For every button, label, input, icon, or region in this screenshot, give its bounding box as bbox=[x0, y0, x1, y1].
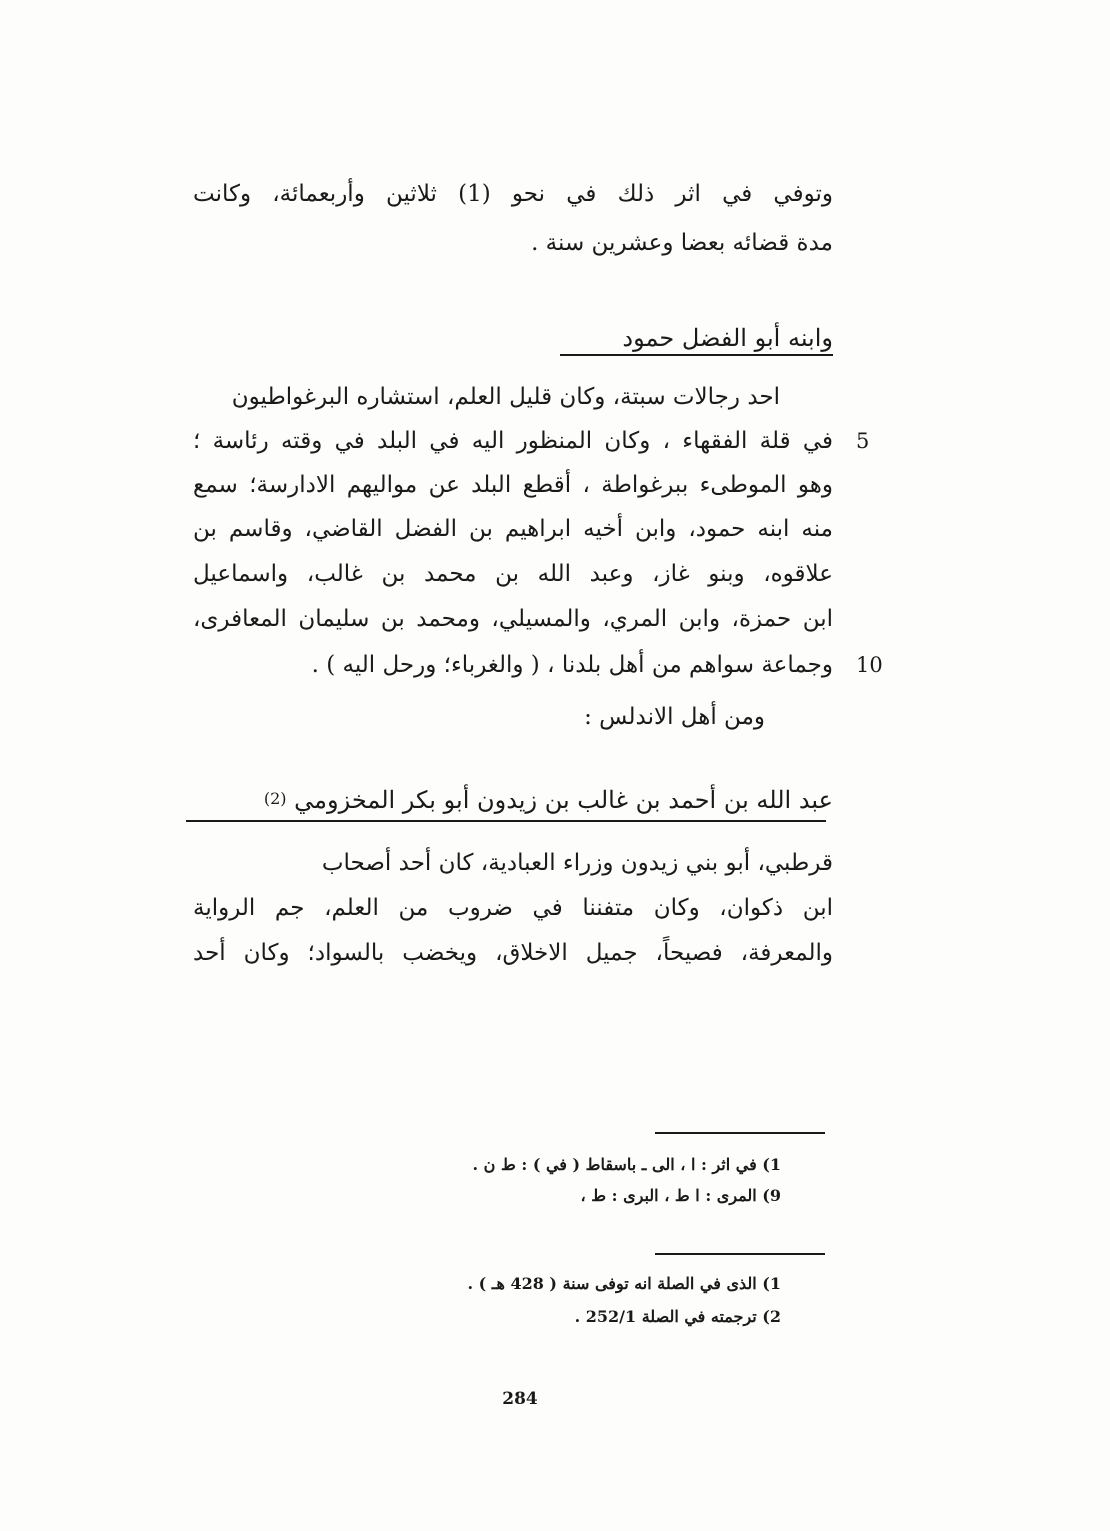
body-line: والمعرفة، فصيحاً، جميل الاخلاق، ويخضب بالسواد؛ وكان أحد bbox=[193, 940, 833, 966]
footnote-line: 1) في اثر : ا ، الى ـ باسقاط ( في ) : ط ن . bbox=[472, 1155, 781, 1174]
footnote-rule bbox=[655, 1253, 825, 1255]
heading-underline bbox=[186, 820, 826, 822]
footnote-line: 9) المرى : ا ط ، البرى : ط ، bbox=[580, 1186, 781, 1205]
body-line: منه ابنه حمود، وابن أخيه ابراهيم بن الفضل القاضي، وقاسم بن bbox=[193, 516, 833, 542]
heading-underline bbox=[560, 354, 833, 356]
body-line: وتوفي في اثر ذلك في نحو (1) ثلاثين وأربعمائة، وكانت bbox=[193, 181, 833, 207]
section-heading: وابنه أبو الفضل حمود bbox=[622, 324, 833, 352]
body-line: احد رجالات سبتة، وكان قليل العلم، استشاره البرغواطيون bbox=[231, 384, 780, 410]
body-line: ومن أهل الاندلس : bbox=[584, 704, 765, 730]
page-number: 284 bbox=[502, 1389, 538, 1409]
body-line: وجماعة سواهم من أهل بلدنا ، ( والغرباء؛ ورحل اليه ) . bbox=[311, 652, 833, 678]
body-line: ابن ذكوان، وكان متفننا في ضروب من العلم، جم الرواية bbox=[193, 895, 833, 921]
footnote-ref: (2) bbox=[263, 789, 287, 808]
body-line: علاقوه، وبنو غاز، وعبد الله بن محمد بن غالب، واسماعيل bbox=[193, 561, 833, 587]
body-line: مدة قضائه بعضا وعشرين سنة . bbox=[531, 230, 833, 256]
body-line: في قلة الفقهاء ، وكان المنظور اليه في البلد في وقته رئاسة ؛ bbox=[193, 428, 833, 454]
footnote-rule bbox=[655, 1132, 825, 1134]
footnote-line: 1) الذى في الصلة انه توفى سنة ( 428 هـ ) . bbox=[467, 1274, 781, 1293]
body-line: قرطبي، أبو بني زيدون وزراء العبادية، كان أحد أصحاب bbox=[321, 850, 833, 876]
heading-text: عبد الله بن أحمد بن غالب بن زيدون أبو بكر المخزومي bbox=[294, 786, 833, 814]
section-heading bbox=[264, 784, 833, 815]
footnote-line: 2) ترجمته في الصلة 252/1 . bbox=[574, 1307, 781, 1326]
line-number: 10 bbox=[856, 653, 883, 677]
body-line: وهو الموطىء ببرغواطة ، أقطع البلد عن مواليهم الادارسة؛ سمع bbox=[193, 472, 833, 498]
body-line: ابن حمزة، وابن المري، والمسيلي، ومحمد بن سليمان المعافرى، bbox=[193, 606, 833, 632]
line-number: 5 bbox=[856, 429, 870, 453]
